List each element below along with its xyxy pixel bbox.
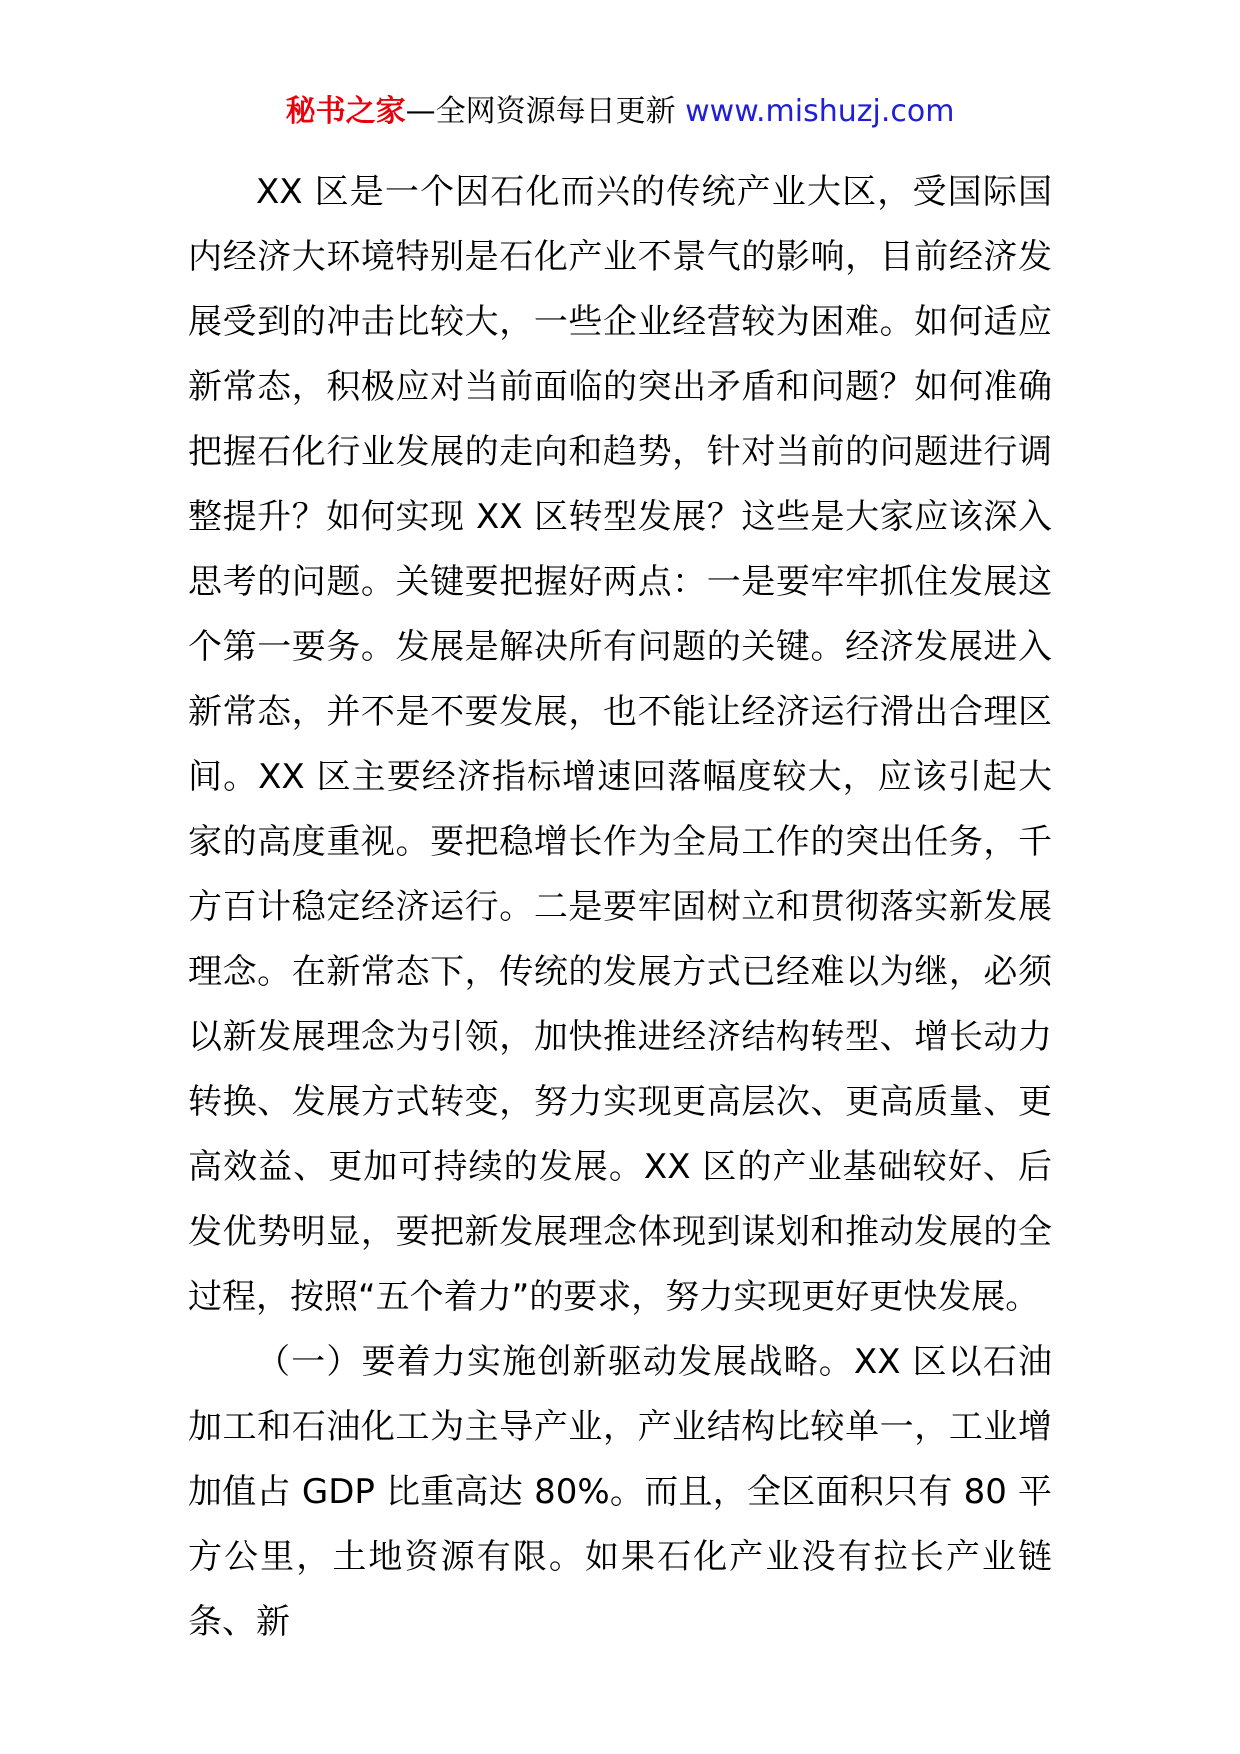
document-body xyxy=(188,160,1052,1655)
site-header xyxy=(0,92,1240,132)
body-paragraph: （一）要着力实施创新驱动发展战略。XX 区以石油加工和石油化工为主导产业，产业结构比较单一，工业增加值占 GDP 比重高达 80%。而且，全区面积只有 80 平方公里，土地资源有限。如果石化产业没有拉长产业链条、新 xyxy=(188,1342,1052,1642)
site-url-link[interactable]: www.mishuzj.com xyxy=(685,94,955,129)
brand-name: 秘书之家 xyxy=(285,94,406,129)
body-paragraph: XX 区是一个因石化而兴的传统产业大区，受国际国内经济大环境特别是石化产业不景气的影响，目前经济发展受到的冲击比较大，一些企业经营较为困难。如何适应新常态，积极应对当前面临的突出矛盾和问题？如何准确把握石化行业发展的走向和趋势，针对当前的问题进行调整提升？如何实现 XX 区转型发展？这些是大家应该深入思考的问题。关键要把握好两点：一是要牢牢抓住发展这个第一要务。发展是解决所有问题的关键。经济发展进入新常态，并不是不要发展，也不能让经济运行滑出合理区间。XX 区主要经济指标增速回落幅度较大，应该引起大家的高度重视。要把稳增长作为全局工作的突出任务，千方百计稳定经济运行。二是要牢固树立和贯彻落实新发展理念。在新常态下，传统的发展方式已经难以为继，必须以新发展理念为引领，加快推进经济结构转型、增长动力转换、发展方式转变，努力实现更高层次、更高质量、更高效益、更加可持续的发展。XX 区的产业基础较好、后发优势明显，要把新发展理念体现到谋划和推动发展的全过程，按照“五个着力”的要求，努力实现更好更快发展。 xyxy=(188,172,1052,1317)
header-tagline: —全网资源每日更新 xyxy=(405,94,686,129)
